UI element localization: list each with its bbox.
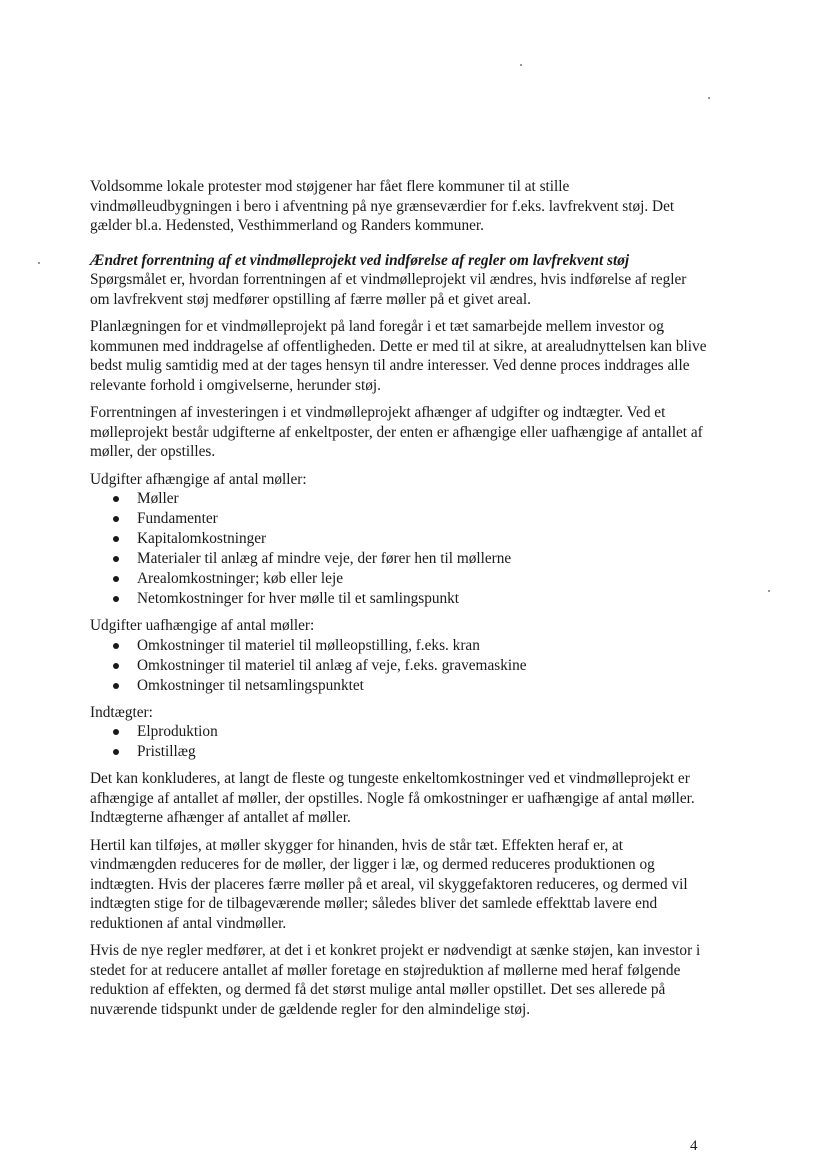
list-item-text: Materialer til anlæg af mindre veje, der fører hen til møllerne <box>137 550 512 567</box>
list-item-text: Omkostninger til materiel til mølleopstilling, f.eks. kran <box>137 636 480 654</box>
dependent-costs-label: Udgifter afhængige af antal møller: <box>90 470 307 488</box>
section-heading: Ændret forrentning af et vindmølleprojekt ved indførelse af regler om lavfrekvent støj <box>90 251 630 269</box>
scan-speck <box>38 262 40 264</box>
bullet-icon <box>113 496 119 502</box>
list-item-text: Pristillæg <box>137 743 196 760</box>
list-item-text: Kapitalomkostninger <box>137 530 267 547</box>
income-list <box>90 722 708 762</box>
page-number: 4 <box>690 1138 698 1154</box>
list-item <box>90 656 708 676</box>
list-item <box>90 569 708 589</box>
shadow-paragraph: Hertil kan tilføjes, at møller skygger for hinanden, hvis de står tæt. Effekten heraf er, at vindmængden reduceres for de møller, der ligger i læ, og dermed reduceres produktionen og indtægten. Hvis der placeres færre møller på et areal, vil skyggefaktoren reduceres, og dermed vil indtægten stige for de tilbageværende møller; således bliver det samlede effekttab lavere end reduktionen af antal vindmøller. <box>90 836 688 932</box>
return-paragraph: Forrentningen af investeringen i et vindmølleprojekt afhænger af udgifter og indtægter. Ved et mølleprojekt består udgifterne af enkeltposter, der enten er afhængige eller uafhængige af antallet af møller, der opstilles. <box>90 404 703 460</box>
list-item-text: Omkostninger til netsamlingspunktet <box>137 676 364 694</box>
list-item <box>90 636 708 656</box>
bullet-icon <box>113 536 119 542</box>
dependent-costs-list <box>90 489 708 609</box>
bullet-icon <box>113 663 119 669</box>
income-label: Indtægter: <box>90 703 153 721</box>
scan-speck <box>768 590 770 592</box>
list-item-text: Elproduktion <box>137 723 218 740</box>
list-item-text: Netomkostninger for hver mølle til et samlingspunkt <box>137 590 460 607</box>
bullet-icon <box>113 729 119 735</box>
bullet-icon <box>113 516 119 522</box>
list-item-text: Arealomkostninger; køb eller leje <box>137 570 344 587</box>
list-item-text: Fundamenter <box>137 510 218 527</box>
scan-speck <box>520 64 522 66</box>
document-body <box>90 177 708 1027</box>
independent-costs-list <box>90 636 708 696</box>
list-item <box>90 549 708 569</box>
planning-paragraph: Planlægningen for et vindmølleprojekt på land foregår i et tæt samarbejde mellem investor og kommunen med inddragelse af offentligheden. Dette er med til at sikre, at arealudnyttelsen kan blive bedst mulig samtidig med at der tages hensyn til andre interesser. Ved denne proces inddrages alle relevante forhold i omgivelserne, herunder støj. <box>90 318 707 394</box>
list-item-text: Møller <box>137 490 179 507</box>
list-item <box>90 529 708 549</box>
bullet-icon <box>113 683 119 689</box>
bullet-icon <box>113 576 119 582</box>
intro-paragraph: Voldsomme lokale protester mod støjgener har fået flere kommuner til at stille vindmølleudbygningen i bero i afventning på nye grænseværdier for f.eks. lavfrekvent støj. Det gælder bl.a. Hedensted, Vesthimmerland og Randers kommuner. <box>90 178 675 234</box>
bullet-icon <box>113 749 119 755</box>
question-paragraph: Spørgsmålet er, hvordan forrentningen af et vindmølleprojekt vil ændres, hvis indførelse af regler om lavfrekvent støj medfører opstilling af færre møller på et givet areal. <box>90 271 687 308</box>
list-item <box>90 509 708 529</box>
new-rules-paragraph: Hvis de nye regler medfører, at det i et konkret projekt er nødvendigt at sænke støjen, kan investor i stedet for at reducere antallet af møller foretage en støjreduktion af møllerne med heraf følgende reduktion af effekten, og dermed få det størst mulige antal møller opstillet. Det ses allerede på nuværende tidspunkt under de gældende regler for den almindelige støj. <box>90 942 701 1018</box>
scan-speck <box>708 97 710 99</box>
independent-costs-label: Udgifter uafhængige af antal møller: <box>90 617 315 634</box>
bullet-icon <box>113 643 119 649</box>
bullet-icon <box>113 556 119 562</box>
list-item <box>90 676 708 696</box>
list-item <box>90 589 708 609</box>
list-item <box>90 489 708 509</box>
list-item <box>90 742 708 762</box>
bullet-icon <box>113 596 119 602</box>
list-item-text: Omkostninger til materiel til anlæg af veje, f.eks. gravemaskine <box>137 656 527 674</box>
conclusion-paragraph: Det kan konkluderes, at langt de fleste og tungeste enkeltomkostninger ved et vindmølleprojekt er afhængige af antallet af møller, der opstilles. Nogle få omkostninger er uafhængige af antal møller. Indtægterne afhænger af antallet af møller. <box>90 770 695 826</box>
list-item <box>90 722 708 742</box>
